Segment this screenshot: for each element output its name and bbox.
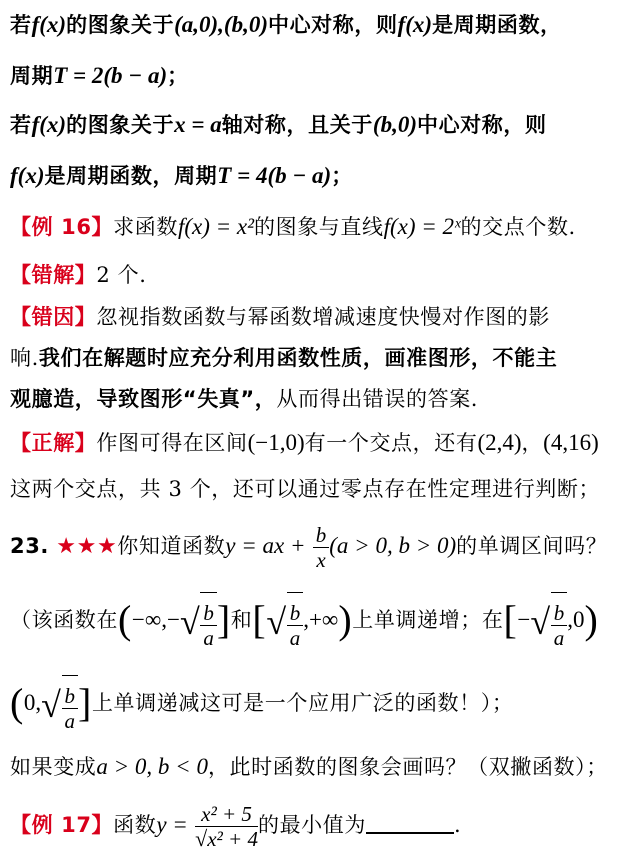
text: 中心对称，则 — [267, 13, 398, 37]
text: 的图象与直线 — [254, 215, 384, 239]
math: a > 0, b < 0 — [96, 754, 208, 779]
text: . — [453, 813, 462, 837]
paragraph-line — [10, 10, 562, 40]
right-paren: ) — [584, 597, 599, 642]
answer-blank[interactable] — [366, 832, 454, 834]
interval-line — [10, 673, 513, 736]
text: 忽视指数函数与幂函数增减速度快慢对作图的影 — [96, 305, 551, 329]
wrong-cause-line — [10, 343, 557, 373]
numerator: b — [287, 601, 304, 626]
difficulty-stars: ★★★ — [56, 534, 118, 559]
math: f(x) — [397, 12, 433, 37]
fraction — [313, 523, 330, 572]
text: 若 — [10, 13, 32, 37]
denominator: a — [289, 625, 301, 650]
text: 若 — [10, 113, 32, 137]
text: 2 个. — [96, 263, 147, 287]
text: 上单调递增；在 — [352, 608, 504, 632]
denominator: x — [316, 548, 326, 572]
text: 的最小值为 — [257, 813, 366, 837]
left-paren: ( — [118, 597, 132, 642]
text: 是周期函数， — [432, 13, 562, 37]
text: 求函数 — [113, 215, 178, 239]
right-bracket: ] — [216, 597, 231, 642]
text: ； — [331, 164, 353, 188]
example-17 — [10, 795, 461, 855]
math: (a > 0, b > 0) — [329, 533, 457, 558]
example-16 — [10, 212, 576, 242]
numerator: b — [62, 684, 79, 709]
section-tag: 【正解】 — [10, 431, 97, 455]
right-paren: ) — [338, 597, 353, 642]
paragraph-line — [10, 110, 547, 140]
text: 上单调递减这可是一个应用广泛的函数！）； — [91, 691, 514, 715]
interval-line — [10, 590, 598, 653]
denominator: a — [553, 625, 565, 650]
math: f(x) = x² — [177, 214, 254, 239]
paragraph-line — [10, 752, 608, 782]
paragraph-line — [10, 61, 189, 91]
text: 的图象关于 — [66, 13, 175, 37]
left-paren: ( — [10, 680, 24, 725]
denominator: a — [203, 625, 214, 650]
math: y = ax + — [225, 533, 306, 558]
text: 从而得出错误的答案. — [276, 387, 479, 411]
math: 0, — [23, 690, 42, 715]
question-23 — [10, 522, 607, 572]
math: (a,0),(b,0) — [174, 12, 268, 37]
text: 的交点个数. — [460, 215, 576, 239]
text: 的图象关于 — [66, 113, 175, 137]
sqrt-b-over-a: √ $\frac{b}{a}$ — [180, 590, 217, 653]
text: 作图可得在区间 — [96, 431, 248, 455]
example-tag: 【例 16】 — [10, 215, 114, 239]
paragraph-line — [10, 161, 353, 191]
math: T = 4(b − a) — [217, 163, 332, 188]
math: y = — [156, 812, 188, 837]
section-tag: 【错因】 — [10, 305, 97, 329]
sqrt-b-over-a: √ $\frac{b}{a}$ — [41, 673, 78, 736]
radicand: x² + 4 — [207, 827, 258, 851]
example-tag: 【例 17】 — [10, 813, 114, 837]
text: 函数 — [113, 813, 157, 837]
denominator: √x² + 4 — [195, 826, 258, 851]
numerator: b — [313, 523, 330, 548]
text: 你知道函数 — [117, 534, 226, 558]
text: 响. — [10, 346, 39, 370]
text: （该函数在 — [10, 608, 118, 632]
math: (4,16) — [543, 430, 599, 455]
text: 这两个交点，共 3 个，还可以通过零点存在性定理进行判断； — [10, 477, 601, 501]
math: (2,4) — [477, 430, 522, 455]
math: f(x) — [10, 163, 45, 188]
text: 如果变成 — [10, 755, 97, 779]
math: x = a — [174, 112, 222, 137]
math: (−1,0) — [247, 430, 305, 455]
right-bracket: ] — [78, 680, 92, 725]
math: ,0 — [567, 607, 585, 632]
math: f(x) — [31, 112, 67, 137]
left-bracket: [ — [252, 597, 267, 642]
numerator: b — [200, 601, 217, 626]
fraction — [195, 802, 258, 851]
math: − — [517, 607, 531, 632]
wrong-cause-line — [10, 302, 550, 332]
right-solution-line — [10, 474, 600, 504]
bold-text: 观臆造，导致图形“失真”， — [10, 387, 277, 411]
math: f(x) — [31, 12, 67, 37]
math: T = 2(b − a) — [53, 63, 168, 88]
bold-text: 我们在解题时应充分利用函数性质，画准图形，不能主 — [38, 346, 558, 370]
sqrt-b-over-a: √ $\frac{b}{a}$ — [530, 590, 567, 653]
text: 是周期函数，周期 — [44, 164, 218, 188]
wrong-cause-line — [10, 384, 478, 414]
section-tag: 【错解】 — [10, 263, 97, 287]
left-bracket: [ — [503, 597, 518, 642]
question-number: 23. — [10, 534, 50, 558]
sqrt-b-over-a: √ $\frac{b}{a}$ — [266, 590, 303, 653]
text: 有一个交点，还有 — [304, 431, 478, 455]
math: −∞,− — [131, 607, 181, 632]
math: (b,0) — [372, 112, 417, 137]
right-solution-line — [10, 428, 599, 458]
wrong-solution — [10, 260, 147, 290]
text: 周期 — [10, 64, 54, 88]
math: f(x) = 2ˣ — [383, 214, 461, 239]
text: 的单调区间吗？ — [456, 534, 608, 558]
numerator: x² + 5 — [195, 802, 258, 827]
numerator: b — [551, 601, 568, 626]
text: 轴对称，且关于 — [221, 113, 373, 137]
denominator: a — [64, 708, 76, 733]
math: ,+∞ — [303, 607, 339, 632]
text: ， — [521, 431, 544, 455]
text: 中心对称，则 — [416, 113, 547, 137]
text: ，此时函数的图象会画吗？（双撇函数）； — [207, 755, 608, 779]
text: ； — [167, 64, 189, 88]
text: 和 — [230, 608, 253, 632]
